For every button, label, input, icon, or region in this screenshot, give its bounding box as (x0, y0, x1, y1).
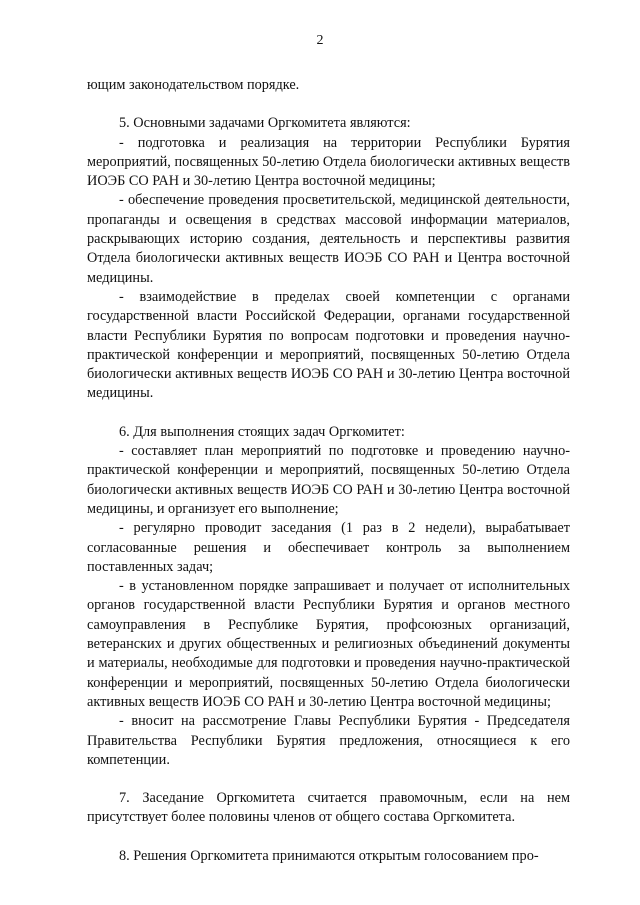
paragraph: ющим законодательством порядке. (87, 77, 300, 93)
paragraph: - вносит на рассмотрение Главы Республики Бурятия - Председателя Правительства Республики Бурятия предложения, относящиеся к его компетенции. (87, 713, 570, 768)
document-body (87, 76, 570, 866)
paragraph: 6. Для выполнения стоящих задач Оргкомитет: (119, 423, 405, 440)
paragraph: - в установленном порядке запрашивает и получает от исполнительных органов государственной власти Республики Бурятия и органов местного самоуправления в Республике Бурятия, профсоюзных организаций, ветеранских и других общественных и религиозных объединений документы и материалы, необходимые для подготовки и проведения научно-практической конференции и мероприятий, посвященных 50-летию Отдела биологически активных веществ ИОЭБ СО РАН и 30-летию Центра восточной медицины; (87, 578, 570, 710)
paragraph: 5. Основными задачами Оргкомитета являются: (119, 115, 411, 132)
paragraph: 7. Заседание Оргкомитета считается правомочным, если на нем присутствует более половины членов от общего состава Оргкомитета. (87, 790, 570, 826)
paragraph: - составляет план мероприятий по подготовке и проведению научно-практической конференции и мероприятий, посвященных 50-летию Отдела биологически активных веществ ИОЭБ СО РАН и 30-летию Центра восточной медицины, и организует его выполнение; (87, 443, 570, 517)
page-number: 2 (316, 33, 324, 48)
paragraph: - подготовка и реализация на территории Республики Бурятия мероприятий, посвященных 50-летию Отдела биологически активных веществ ИОЭБ СО РАН и 30-летию Центра восточной медицины; (87, 134, 570, 190)
paragraph: - регулярно проводит заседания (1 раз в 2 недели), вырабатывает согласованные решения и обеспечивает контроль за выполнением поставленных задач; (87, 520, 570, 575)
paragraph: - обеспечение проведения просветительской, медицинской деятельности, пропаганды и освещения в средствах массовой информации материалов, раскрывающих историю создания, деятельность и перспективы развития Отдела биологически активных веществ ИОЭБ СО РАН и Центра восточной медицины. (87, 192, 570, 286)
paragraph: - взаимодействие в пределах своей компетенции с органами государственной власти Российской Федерации, органами государственной власти Республики Бурятия по вопросам подготовки и проведения научно-практической конференции и мероприятий, посвященных 50-летию Отдела биологически активных веществ ИОЭБ СО РАН и 30-летию Центра восточной медицины. (87, 288, 570, 402)
paragraph: 8. Решения Оргкомитета принимаются открытым голосованием про- (119, 847, 539, 864)
